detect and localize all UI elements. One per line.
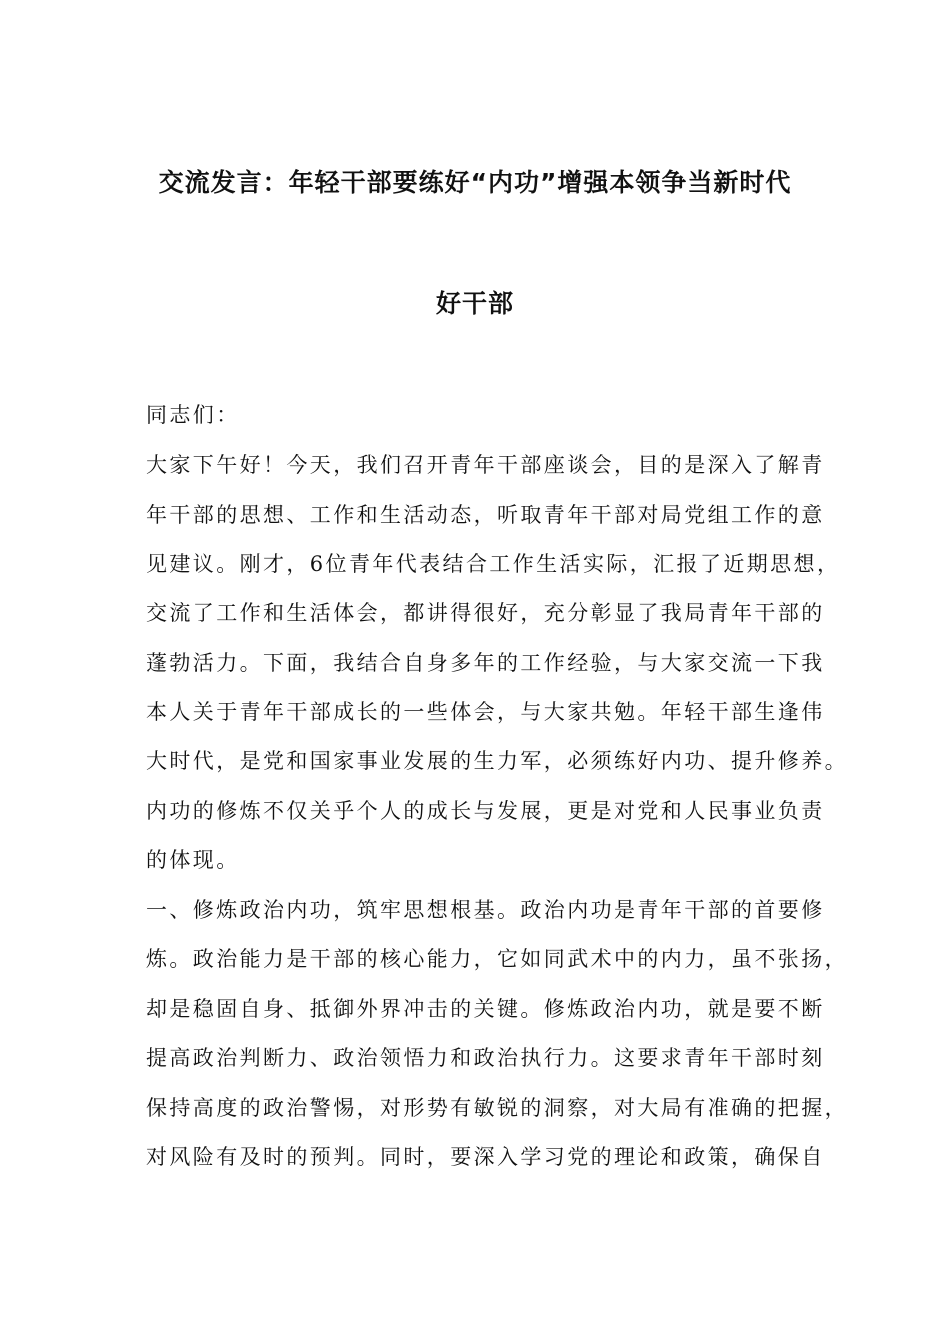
document-title-line-1: 交流发言：年轻干部要练好“内功”增强本领争当新时代 (158, 168, 792, 197)
body-line-2: 大家下午好！今天，我们召开青年干部座谈会，目的是深入了解青 (146, 453, 825, 477)
body-line-16: 对风险有及时的预判。同时，要深入学习党的理论和政策，确保自 (146, 1145, 825, 1169)
body-line-13: 却是稳固自身、抵御外界冲击的关键。修炼政治内功，就是要不断 (146, 997, 825, 1021)
body-line-7: 本人关于青年干部成长的一些体会，与大家共勉。年轻干部生逢伟 (146, 700, 825, 724)
body-line-14: 提高政治判断力、政治领悟力和政治执行力。这要求青年干部时刻 (146, 1046, 825, 1070)
body-line-12: 炼。政治能力是干部的核心能力，它如同武术中的内力，虽不张扬， (146, 947, 848, 971)
body-line-6: 蓬勃活力。下面，我结合自身多年的工作经验，与大家交流一下我 (146, 651, 825, 675)
body-line-10: 的体现。 (146, 848, 240, 872)
body-line-1: 同志们： (146, 403, 240, 427)
body-line-9: 内功的修炼不仅关乎个人的成长与发展，更是对党和人民事业负责 (146, 799, 825, 823)
body-line-4: 见建议。刚才，6位青年代表结合工作生活实际，汇报了近期思想， (146, 552, 841, 576)
document-title-line-2: 好干部 (435, 289, 514, 318)
body-line-11: 一、修炼政治内功，筑牢思想根基。政治内功是青年干部的首要修 (146, 898, 825, 922)
body-line-5: 交流了工作和生活体会，都讲得很好，充分彰显了我局青年干部的 (146, 601, 825, 625)
body-line-3: 年干部的思想、工作和生活动态，听取青年干部对局党组工作的意 (146, 503, 825, 527)
body-line-15: 保持高度的政治警惕，对形势有敏锐的洞察，对大局有准确的把握， (146, 1096, 848, 1120)
body-line-8: 大时代，是党和国家事业发展的生力军，必须练好内功、提升修养。 (146, 749, 848, 773)
